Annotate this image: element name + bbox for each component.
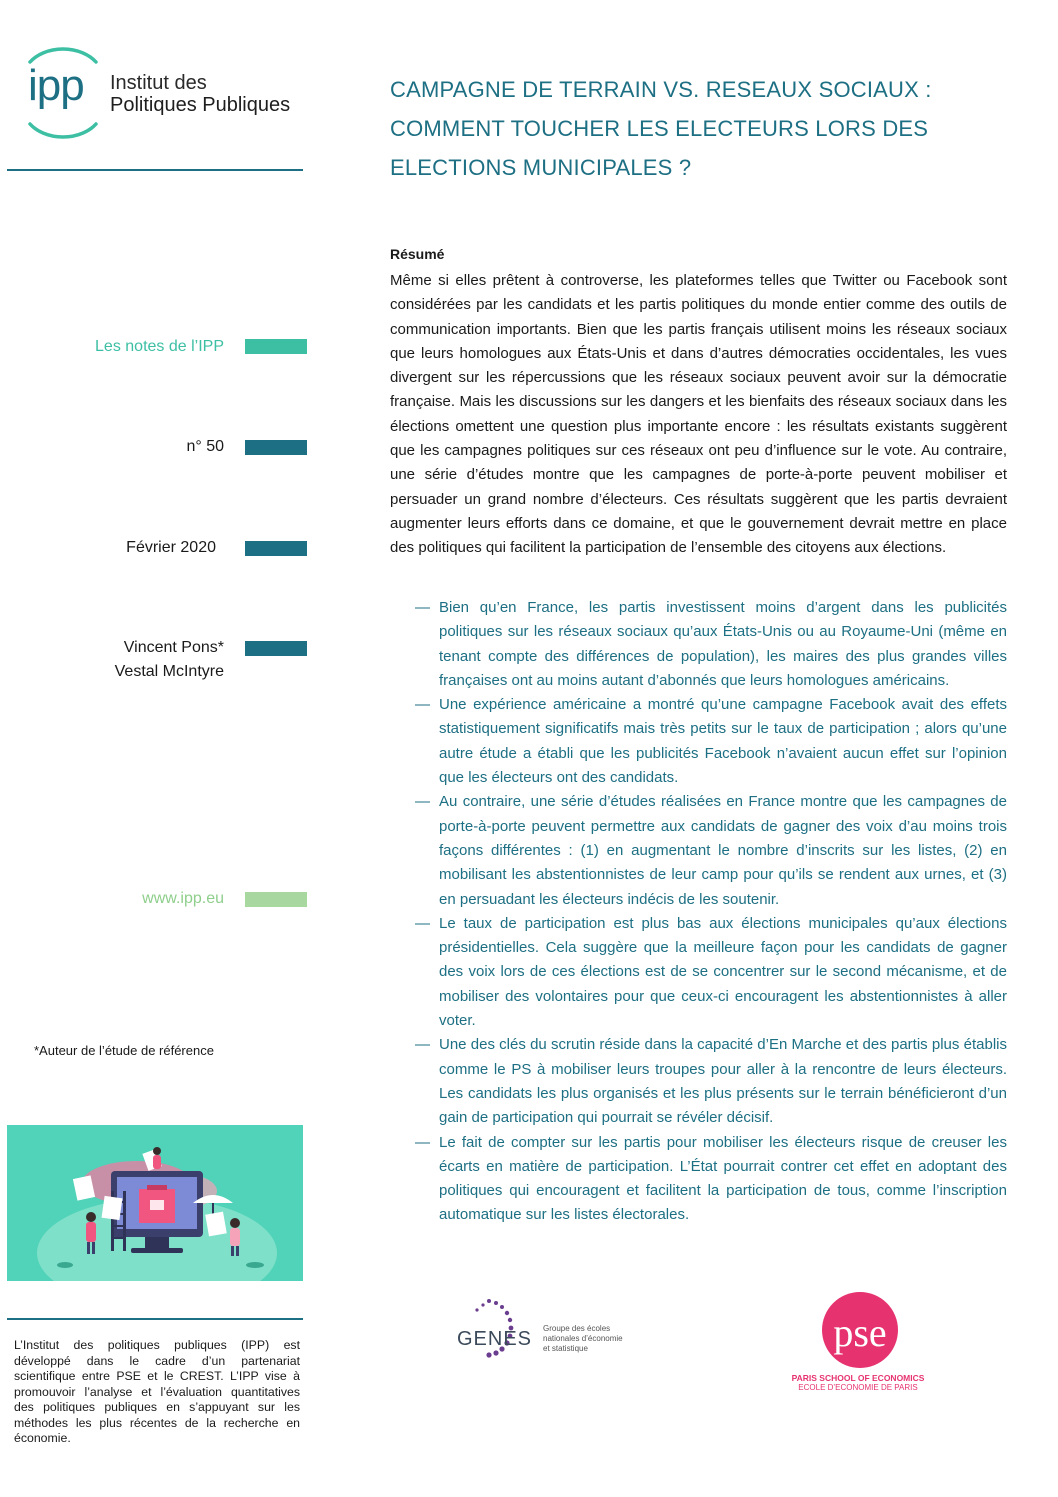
- date-bar: [245, 541, 307, 556]
- voting-illustration: [7, 1125, 303, 1281]
- key-point: [415, 1131, 1007, 1228]
- key-point: [415, 1033, 1007, 1130]
- dash-icon: —: [415, 1133, 430, 1151]
- series-bar: [245, 339, 307, 354]
- key-point-text: Le taux de participation est plus bas aux élections municipales qu’aux élections présidentielles. Cela suggère que la meilleure façon pour les candidats de gagner des voix lors de ces élections est de se concentrer sur le second mécanisme, et de mobiliser des volontaires pour que ceux-ci encouragent les abstentionnistes à aller voter.: [439, 914, 1007, 1030]
- key-point: [415, 912, 1007, 1033]
- series-label: Les notes de l’IPP: [95, 338, 224, 355]
- dash-icon: —: [415, 599, 430, 616]
- issue-number: n° 50: [186, 438, 224, 455]
- abstract-heading: Résumé: [390, 246, 445, 262]
- dash-icon: —: [415, 696, 430, 714]
- issue-bar: [245, 440, 307, 455]
- pse-logo-mark-icon: [778, 1288, 938, 1393]
- key-point: [415, 790, 1007, 911]
- genes-logo-mark-icon: [455, 1295, 645, 1365]
- genes-tagline: et statistique: [543, 1344, 588, 1353]
- publication-date: Février 2020: [126, 539, 216, 556]
- genes-tagline: Groupe des écoles: [543, 1324, 611, 1333]
- header-divider: [7, 169, 303, 171]
- key-point-text: Bien qu’en France, les partis investissent moins d’argent dans les publicités politiques sur les réseaux sociaux qu’aux États-Unis ou au Royaume-Uni (même en tenant compte des différences de population), les maires des plus grandes villes françaises ont au moins autant d’abonnés que leurs homologues américains.: [439, 599, 1007, 689]
- ipp-about-text: L’Institut des politiques publiques (IPP) est développé dans le cadre d’un partenariat scientifique entre PSE et le CREST. L’IPP vise à promouvoir l’analyse et l’évaluation quantitatives des politiques publiques en s’appuyant sur les méthodes les plus récentes de la recherche en économie.: [14, 1338, 300, 1445]
- author-name: Vincent Pons*: [123, 639, 224, 656]
- ipp-logo-text: [110, 72, 290, 116]
- genes-name: GENES: [457, 1328, 533, 1350]
- key-point: [415, 693, 1007, 790]
- logo-line-1: Institut des: [110, 72, 207, 94]
- website-bar: [245, 892, 307, 907]
- dash-icon: —: [415, 914, 430, 932]
- dash-icon: —: [415, 793, 430, 811]
- pse-line-2: ECOLE D’ECONOMIE DE PARIS: [798, 1383, 918, 1392]
- title-line: COMMENT TOUCHER LES ELECTEURS LORS DES: [390, 116, 929, 141]
- authors: [115, 636, 224, 684]
- title-line: CAMPAGNE DE TERRAIN VS. RESEAUX SOCIAUX :: [390, 77, 932, 102]
- pse-mark: pse: [833, 1310, 887, 1355]
- page-title: [390, 70, 1010, 187]
- key-point-text: Au contraire, une série d’études réalisées en France montre que les campagnes de porte-à-porte peuvent permettre aux candidats de gagner des voix d’au moins trois façons différentes : (1) en augmentant le nombre d’inscrits sur les listes, (2) en mobilisant les abstentionnistes de leur camp pour qu’ils se rendent aux urnes, et (3) en persuadant les électeurs indécis de les soutenir.: [439, 793, 1007, 908]
- key-point-text: Une expérience américaine a montré qu’une campagne Facebook avait des effets statistiquement significatifs mais très petits sur le taux de participation ; alors qu’une autre étude a établi que les publicités Facebook n’avaient aucun effet sur l’opinion que les électeurs ont des candidats.: [439, 696, 1007, 787]
- key-points-list: [415, 596, 1007, 1228]
- footer-divider: [7, 1318, 303, 1320]
- ipp-logo-mark: ipp: [28, 61, 84, 110]
- key-point-text: Le fait de compter sur les partis pour mobiliser les électeurs risque de creuser les écarts en matière de participation. L’État pourrait contrer cet effet en adoptant des politiques qui encouragent et facilitent la participation de tous, comme l’inscription automatique sur les listes électorales.: [439, 1133, 1007, 1224]
- genes-tagline: nationales d’économie: [543, 1334, 623, 1343]
- key-point: [415, 596, 1007, 693]
- abstract-text: Même si elles prêtent à controverse, les plateformes telles que Twitter ou Facebook sont considérées par les candidats et les partis politiques du monde entier comme des outils de communication importants. Bien que les partis français utilisent moins les réseaux sociaux que leurs homologues aux États-Unis et dans d’autres démocraties occidentales, les vues divergent sur les répercussions que les réseaux sociaux peuvent avoir sur la démocratie française. Mais les discussions sur les dangers et les bienfaits des réseaux sociaux dans les élections omettent une question plus importante encore : les résultats existants suggèrent que les campagnes politiques sur ces réseaux ont peu d’influence sur le vote. Au contraire, une série d’études montre que les campagnes de porte-à-porte peuvent mobiliser et persuader un grand nombre d’électeurs. Ces résultats suggèrent que les partis devraient augmenter leurs efforts dans ce domaine, et que le gouvernement devrait mettre en place des politiques qui facilitent la participation de l’ensemble des citoyens aux élections.: [390, 272, 1007, 557]
- key-point-text: Une des clés du scrutin réside dans la capacité d’En Marche et des partis plus établis comme le PS à mobiliser leurs troupes pour aller à la rencontre de leurs électeurs. Les candidats les plus organisés et les plus présents sur le terrain bénéficieront d’un gain de participation qui pourrait se révéler décisif.: [439, 1036, 1007, 1127]
- authors-bar: [245, 641, 307, 656]
- genes-logo[interactable]: [455, 1295, 645, 1365]
- voting-illustration-image: [7, 1125, 303, 1281]
- author-name: Vestal McIntyre: [114, 663, 224, 680]
- logo-line-2: Politiques Publiques: [110, 94, 291, 116]
- ipp-logo[interactable]: [22, 42, 312, 152]
- title-line: ELECTIONS MUNICIPALES ?: [390, 155, 692, 180]
- website-link[interactable]: www.ipp.eu: [142, 890, 224, 907]
- pse-line-1: PARIS SCHOOL OF ECONOMICS: [791, 1373, 925, 1383]
- pse-logo[interactable]: [778, 1288, 938, 1393]
- dash-icon: —: [415, 1036, 430, 1054]
- author-footnote: *Auteur de l’étude de référence: [34, 1043, 214, 1058]
